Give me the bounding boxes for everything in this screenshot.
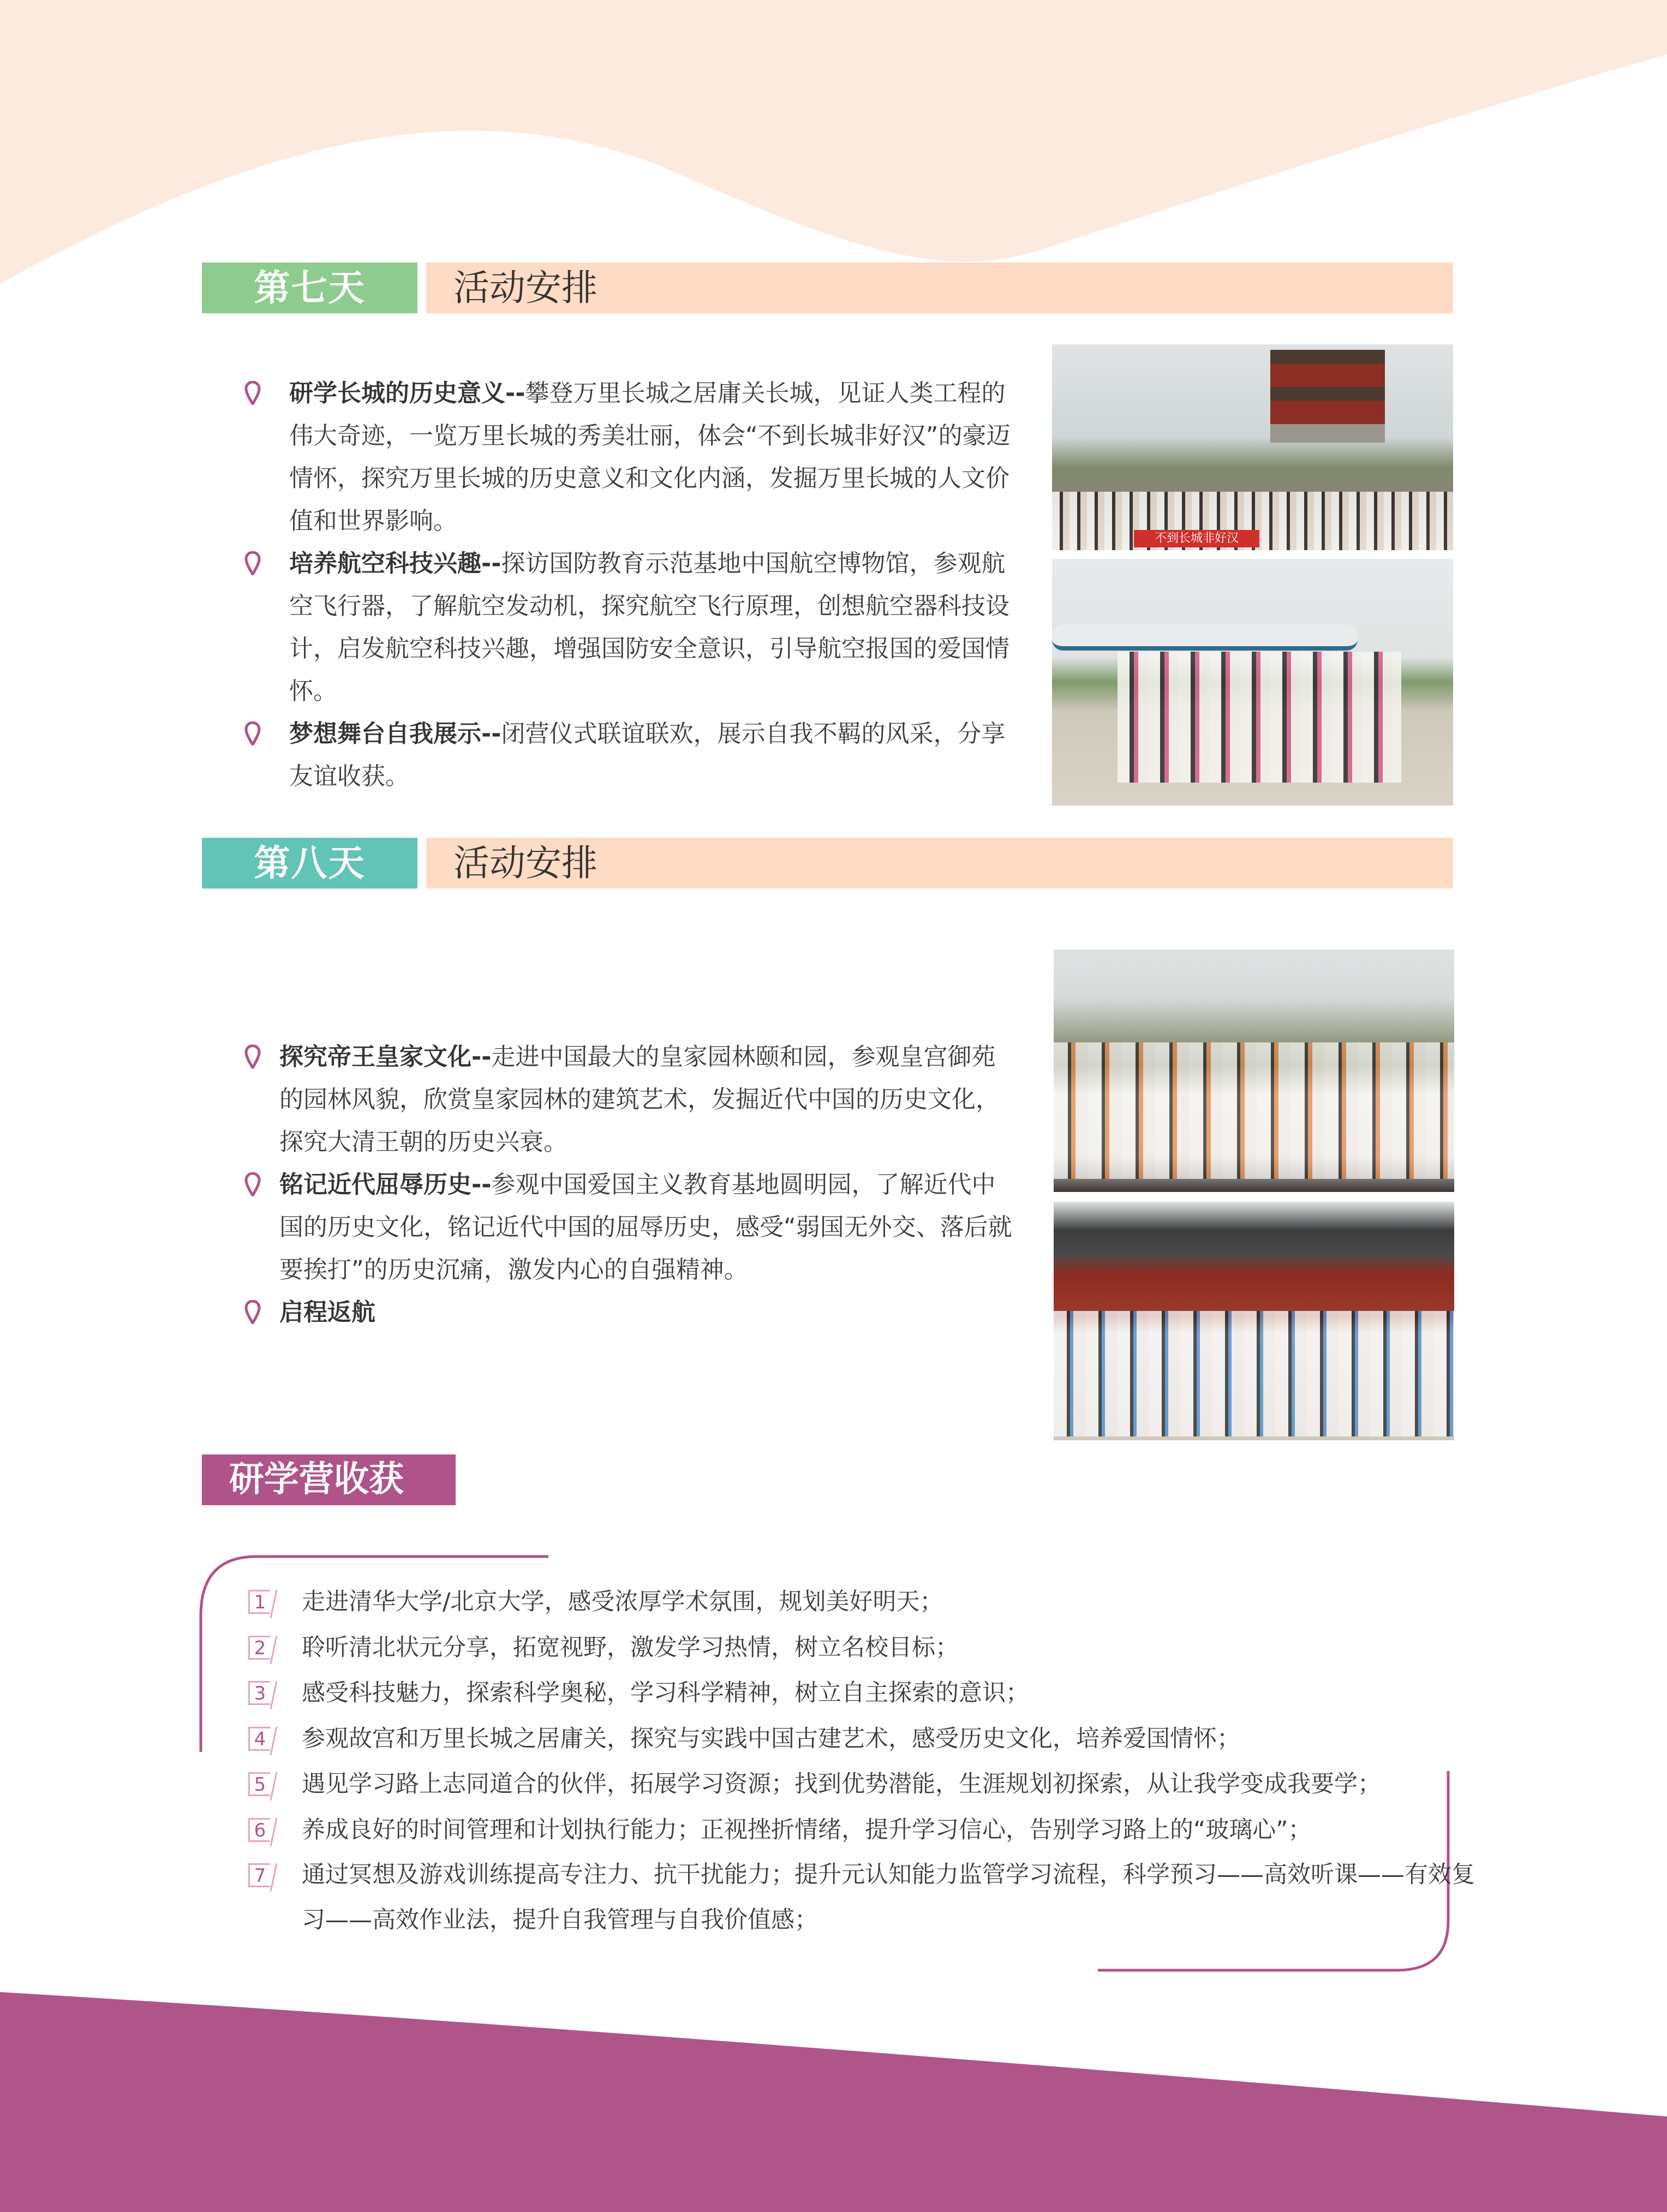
number-badge: 2 — [248, 1636, 270, 1660]
item-heading: 研学长城的历史意义-- — [289, 379, 525, 407]
item-text: 探访国防教育示范基地中国航空博物馆，参观航空飞行器，了解航空发动机，探究航空飞行原理，创想航空器科技设计，启发航空科技兴趣，增强国防安全意识，引导航空报国的爱国情怀。 — [289, 550, 1009, 705]
number-badge: 6 — [248, 1818, 270, 1842]
gain-item — [248, 1677, 1475, 1722]
item-text: 参观中国爱国主义教育基地圆明园，了解近代中国的历史文化，铭记近代中国的屈辱历史，感受“弱国无外交、落后就要挨打”的历史沉痛，激发内心的自强精神。 — [279, 1171, 1012, 1284]
gain-text: 养成良好的时间管理和计划执行能力；正视挫折情绪，提升学习信心，告别学习路上的“玻璃心”； — [302, 1816, 1312, 1844]
gain-text: 感受科技魅力，探索科学奥秘，学习科学精神，树立自主探索的意识； — [302, 1679, 1029, 1707]
day7-tag: 第七天 — [202, 263, 417, 313]
gains-title: 研学营收获 — [202, 1454, 456, 1505]
item-heading: 梦想舞台自我展示-- — [289, 720, 501, 748]
gain-text: 聆听清北状元分享，拓宽视野，激发学习热情，树立名校目标； — [302, 1633, 959, 1661]
gain-item — [248, 1768, 1475, 1814]
gain-text: 通过冥想及游戏训练提高专注力、抗干扰能力；提升元认知能力监管学习流程，科学预习——高效听课——有效复习——高效作业法，提升自我管理与自我价值感； — [302, 1861, 1475, 1934]
gain-text: 走进清华大学/北京大学，感受浓厚学术氛围，规划美好明天； — [302, 1588, 943, 1615]
gain-text: 遇见学习路上志同道合的伙伴，拓展学习资源；找到优势潜能，生涯规划初探索，从让我学变成我要学； — [302, 1770, 1381, 1798]
banner: 不到长城非好汉 — [1134, 530, 1259, 547]
item-heading: 探究帝王皇家文化-- — [279, 1043, 492, 1071]
gain-item — [248, 1585, 1475, 1631]
day7-title-bar: 活动安排 — [426, 263, 1453, 313]
number-badge: 1 — [248, 1590, 270, 1614]
bottom-band-decoration — [0, 1965, 1667, 2212]
item-text: 走进中国最大的皇家园林颐和园，参观皇宫御苑的园林风貌，欣赏皇家园林的建筑艺术，发掘近代中国的历史文化，探究大清王朝的历史兴衰。 — [279, 1043, 1000, 1156]
item-heading: 铭记近代屈辱历史-- — [279, 1171, 492, 1199]
number-badge: 7 — [248, 1863, 270, 1887]
day8-title-bar: 活动安排 — [426, 838, 1453, 889]
number-badge: 5 — [248, 1772, 270, 1796]
item-heading: 启程返航 — [279, 1298, 375, 1326]
number-badge: 4 — [248, 1727, 270, 1751]
day8-tag: 第八天 — [202, 838, 417, 889]
item-text: 攀登万里长城之居庸关长城，见证人类工程的伟大奇迹，一览万里长城的秀美壮丽，体会“不到长城非好汉”的豪迈情怀，探究万里长城的历史意义和文化内涵，发掘万里长城的人文价值和世界影响。 — [289, 379, 1011, 535]
gain-text: 参观故宫和万里长城之居庸关，探究与实践中国古建艺术，感受历史文化，培养爱国情怀； — [302, 1725, 1240, 1752]
item-heading: 培养航空科技兴趣-- — [289, 550, 501, 577]
gains-list — [248, 1585, 1475, 1943]
gain-item — [248, 1631, 1475, 1677]
item-text: 闭营仪式联谊联欢，展示自我不羁的风采，分享友谊收获。 — [289, 720, 1006, 790]
number-badge: 3 — [248, 1681, 270, 1705]
gain-item — [248, 1852, 1475, 1943]
gain-item — [248, 1722, 1475, 1768]
